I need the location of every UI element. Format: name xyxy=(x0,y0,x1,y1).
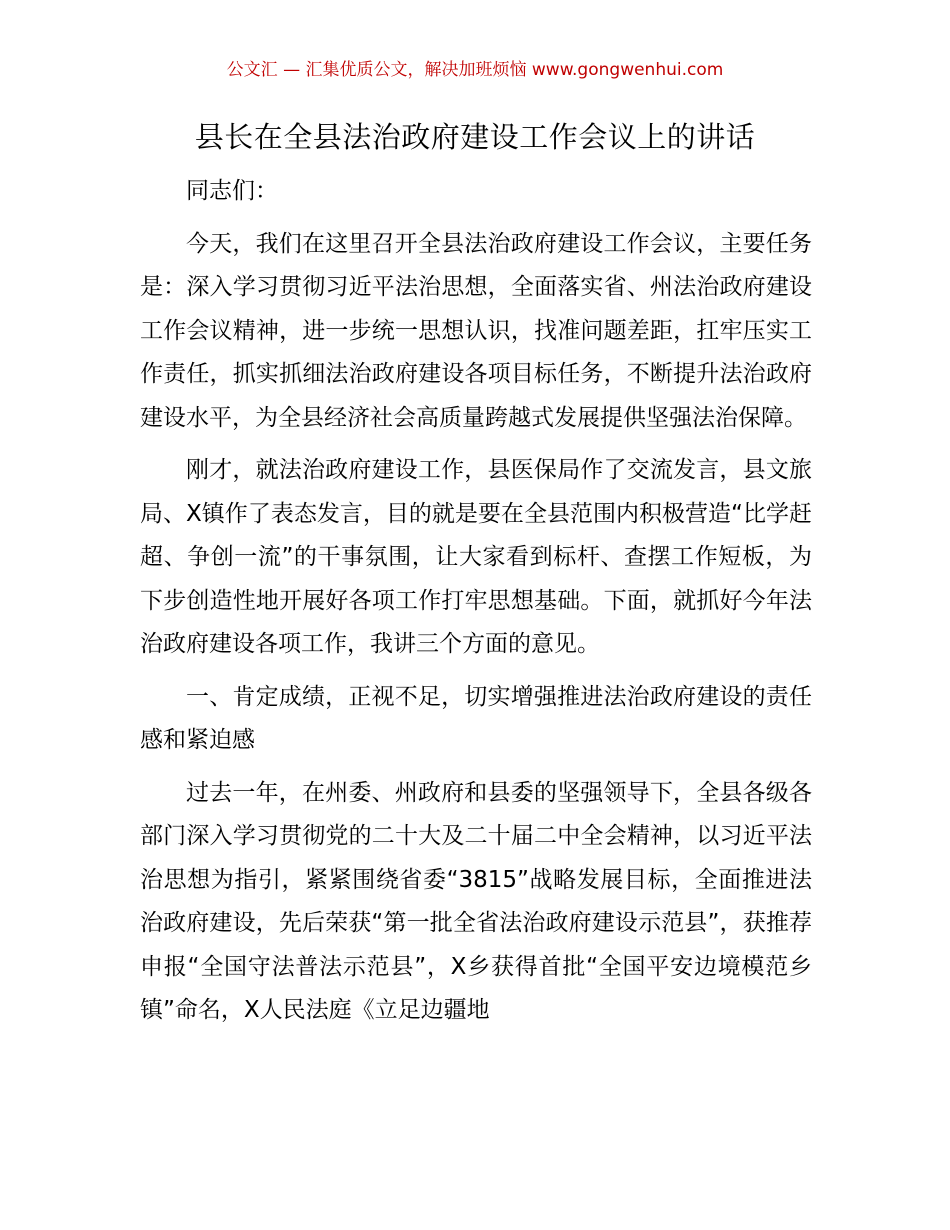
paragraph-intro: 今天，我们在这里召开全县法治政府建设工作会议，主要任务是：深入学习贯彻习近平法治思想，全面落实省、州法治政府建设工作会议精神，进一步统一思想认识，找准问题差距，扛牢压实工作责任，抓实抓细法治政府建设各项目标任务，不断提升法治政府建设水平，为全县经济社会高质量跨越式发展提供坚强法治保障。 xyxy=(140,230,812,431)
paragraph-remarks: 刚才，就法治政府建设工作，县医保局作了交流发言，县文旅局、X镇作了表态发言，目的就是要在全县范围内积极营造“比学赶超、争创一流”的干事氛围，让大家看到标杆、查摆工作短板，为下步创造性地开展好各项工作打牢思想基础。下面，就抓好今年法治政府建设各项工作，我讲三个方面的意见。 xyxy=(140,457,812,657)
paragraph-achievements: 过去一年，在州委、州政府和县委的坚强领导下，全县各级各部门深入学习贯彻党的二十大及二十届二中全会精神，以习近平法治思想为指引，紧紧围绕省委“3815”战略发展目标，全面推进法治政府建设，先后荣获“第一批全省法治政府建设示范县”，获推荐申报“全国守法普法示范县”，X乡获得首批“全国平安边境模范乡镇”命名，X人民法庭《立足边疆地 xyxy=(140,779,812,1023)
section-heading-1: 一、肯定成绩，正视不足，切实增强推进法治政府建设的责任感和紧迫感 xyxy=(140,683,812,753)
salutation: 同志们： xyxy=(186,178,278,204)
document-title: 县长在全县法治政府建设工作会议上的讲话 xyxy=(194,120,756,154)
site-banner: 公文汇 — 汇集优质公文，解决加班烦恼 www.gongwenhui.com xyxy=(226,60,724,80)
document-body xyxy=(140,170,812,1042)
